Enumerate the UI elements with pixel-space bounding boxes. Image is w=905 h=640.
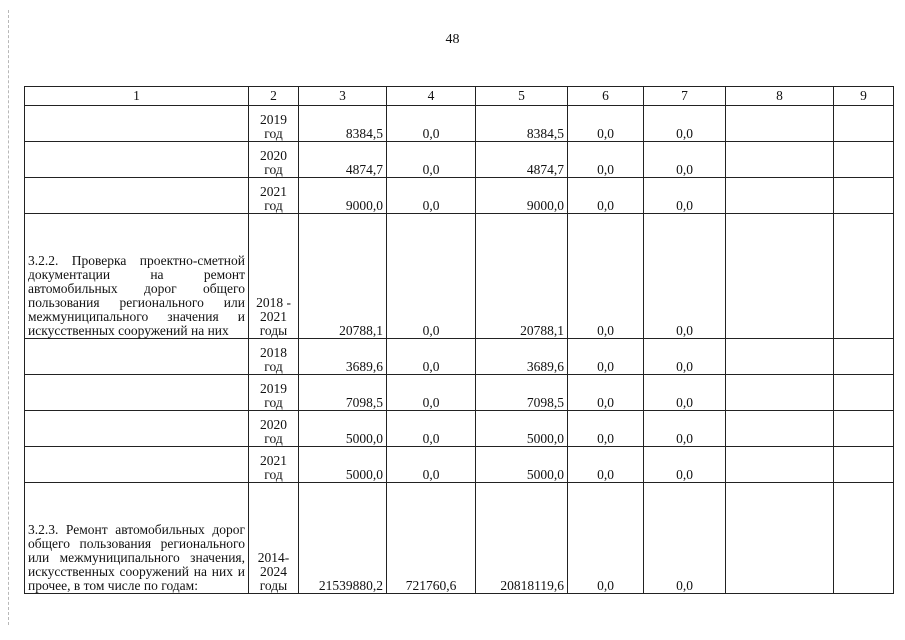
cell-col-5: 5000,0: [476, 411, 568, 447]
cell-col-4: 0,0: [387, 142, 476, 178]
cell-col-7: 0,0: [644, 447, 726, 483]
row-period: 2019 год: [249, 375, 299, 411]
cell-col-7: 0,0: [644, 339, 726, 375]
cell-col-9: [834, 375, 894, 411]
table-row: [25, 483, 894, 594]
cell-col-8: [726, 142, 834, 178]
cell-col-3: 9000,0: [299, 178, 387, 214]
col-header-4: 4: [387, 87, 476, 106]
cell-col-5: 5000,0: [476, 447, 568, 483]
row-description: 3.2.3. Ремонт автомобильных дорог общего пользования регионального или межмуниципального значения, искусственных сооружений на них и прочее, в том числе по годам:: [25, 483, 249, 594]
col-header-5: 5: [476, 87, 568, 106]
row-period: 2020 год: [249, 142, 299, 178]
cell-col-4: 0,0: [387, 339, 476, 375]
cell-col-9: [834, 178, 894, 214]
row-description: [25, 142, 249, 178]
cell-col-5: 4874,7: [476, 142, 568, 178]
row-period: 2019 год: [249, 106, 299, 142]
col-header-2: 2: [249, 87, 299, 106]
col-header-3: 3: [299, 87, 387, 106]
cell-col-6: 0,0: [568, 483, 644, 594]
budget-table: [24, 86, 894, 594]
cell-col-9: [834, 106, 894, 142]
cell-col-8: [726, 447, 834, 483]
cell-col-7: 0,0: [644, 411, 726, 447]
cell-col-9: [834, 214, 894, 339]
col-header-6: 6: [568, 87, 644, 106]
row-description: [25, 339, 249, 375]
cell-col-3: 4874,7: [299, 142, 387, 178]
cell-col-3: 20788,1: [299, 214, 387, 339]
table-row: [25, 447, 894, 483]
row-description: 3.2.2. Проверка проектно-сметной документации на ремонт автомобильных дорог общего пользования регионального или межмуниципального значения и искусственных сооружений на них: [25, 214, 249, 339]
cell-col-7: 0,0: [644, 375, 726, 411]
cell-col-3: 8384,5: [299, 106, 387, 142]
col-header-9: 9: [834, 87, 894, 106]
cell-col-4: 0,0: [387, 447, 476, 483]
table-row: [25, 214, 894, 339]
col-header-8: 8: [726, 87, 834, 106]
cell-col-3: 3689,6: [299, 339, 387, 375]
cell-col-5: 7098,5: [476, 375, 568, 411]
row-description: [25, 447, 249, 483]
cell-col-5: 20788,1: [476, 214, 568, 339]
cell-col-7: 0,0: [644, 483, 726, 594]
cell-col-5: 8384,5: [476, 106, 568, 142]
cell-col-9: [834, 142, 894, 178]
table-row: [25, 142, 894, 178]
cell-col-4: 0,0: [387, 106, 476, 142]
cell-col-3: 7098,5: [299, 375, 387, 411]
cell-col-9: [834, 447, 894, 483]
table-row: [25, 375, 894, 411]
cell-col-8: [726, 178, 834, 214]
page-number: 48: [445, 32, 460, 47]
cell-col-7: 0,0: [644, 142, 726, 178]
cell-col-6: 0,0: [568, 214, 644, 339]
col-header-1: 1: [25, 87, 249, 106]
cell-col-5: 3689,6: [476, 339, 568, 375]
cell-col-8: [726, 483, 834, 594]
cell-col-6: 0,0: [568, 339, 644, 375]
cell-col-8: [726, 339, 834, 375]
cell-col-4: 0,0: [387, 375, 476, 411]
row-period: 2018 - 2021 годы: [249, 214, 299, 339]
table-row: [25, 411, 894, 447]
cell-col-3: 21539880,2: [299, 483, 387, 594]
cell-col-9: [834, 483, 894, 594]
cell-col-7: 0,0: [644, 178, 726, 214]
row-period: 2020 год: [249, 411, 299, 447]
cell-col-8: [726, 411, 834, 447]
col-header-7: 7: [644, 87, 726, 106]
cell-col-9: [834, 339, 894, 375]
table-header-row: [25, 87, 894, 106]
row-description: [25, 375, 249, 411]
cell-col-4: 0,0: [387, 411, 476, 447]
cell-col-6: 0,0: [568, 375, 644, 411]
cell-col-9: [834, 411, 894, 447]
row-period: 2021 год: [249, 178, 299, 214]
cell-col-6: 0,0: [568, 447, 644, 483]
table-row: [25, 178, 894, 214]
row-description: [25, 178, 249, 214]
row-description: [25, 411, 249, 447]
table-row: [25, 339, 894, 375]
cell-col-4: 721760,6: [387, 483, 476, 594]
cell-col-6: 0,0: [568, 411, 644, 447]
cell-col-5: 9000,0: [476, 178, 568, 214]
table-row: [25, 106, 894, 142]
cell-col-6: 0,0: [568, 178, 644, 214]
cell-col-6: 0,0: [568, 142, 644, 178]
margin-guide-line: [8, 10, 9, 625]
row-period: 2014-2024 годы: [249, 483, 299, 594]
cell-col-7: 0,0: [644, 214, 726, 339]
row-period: 2018 год: [249, 339, 299, 375]
cell-col-8: [726, 214, 834, 339]
cell-col-3: 5000,0: [299, 447, 387, 483]
cell-col-3: 5000,0: [299, 411, 387, 447]
cell-col-8: [726, 106, 834, 142]
cell-col-4: 0,0: [387, 214, 476, 339]
cell-col-8: [726, 375, 834, 411]
row-description: [25, 106, 249, 142]
row-period: 2021 год: [249, 447, 299, 483]
cell-col-7: 0,0: [644, 106, 726, 142]
cell-col-4: 0,0: [387, 178, 476, 214]
cell-col-5: 20818119,6: [476, 483, 568, 594]
cell-col-6: 0,0: [568, 106, 644, 142]
